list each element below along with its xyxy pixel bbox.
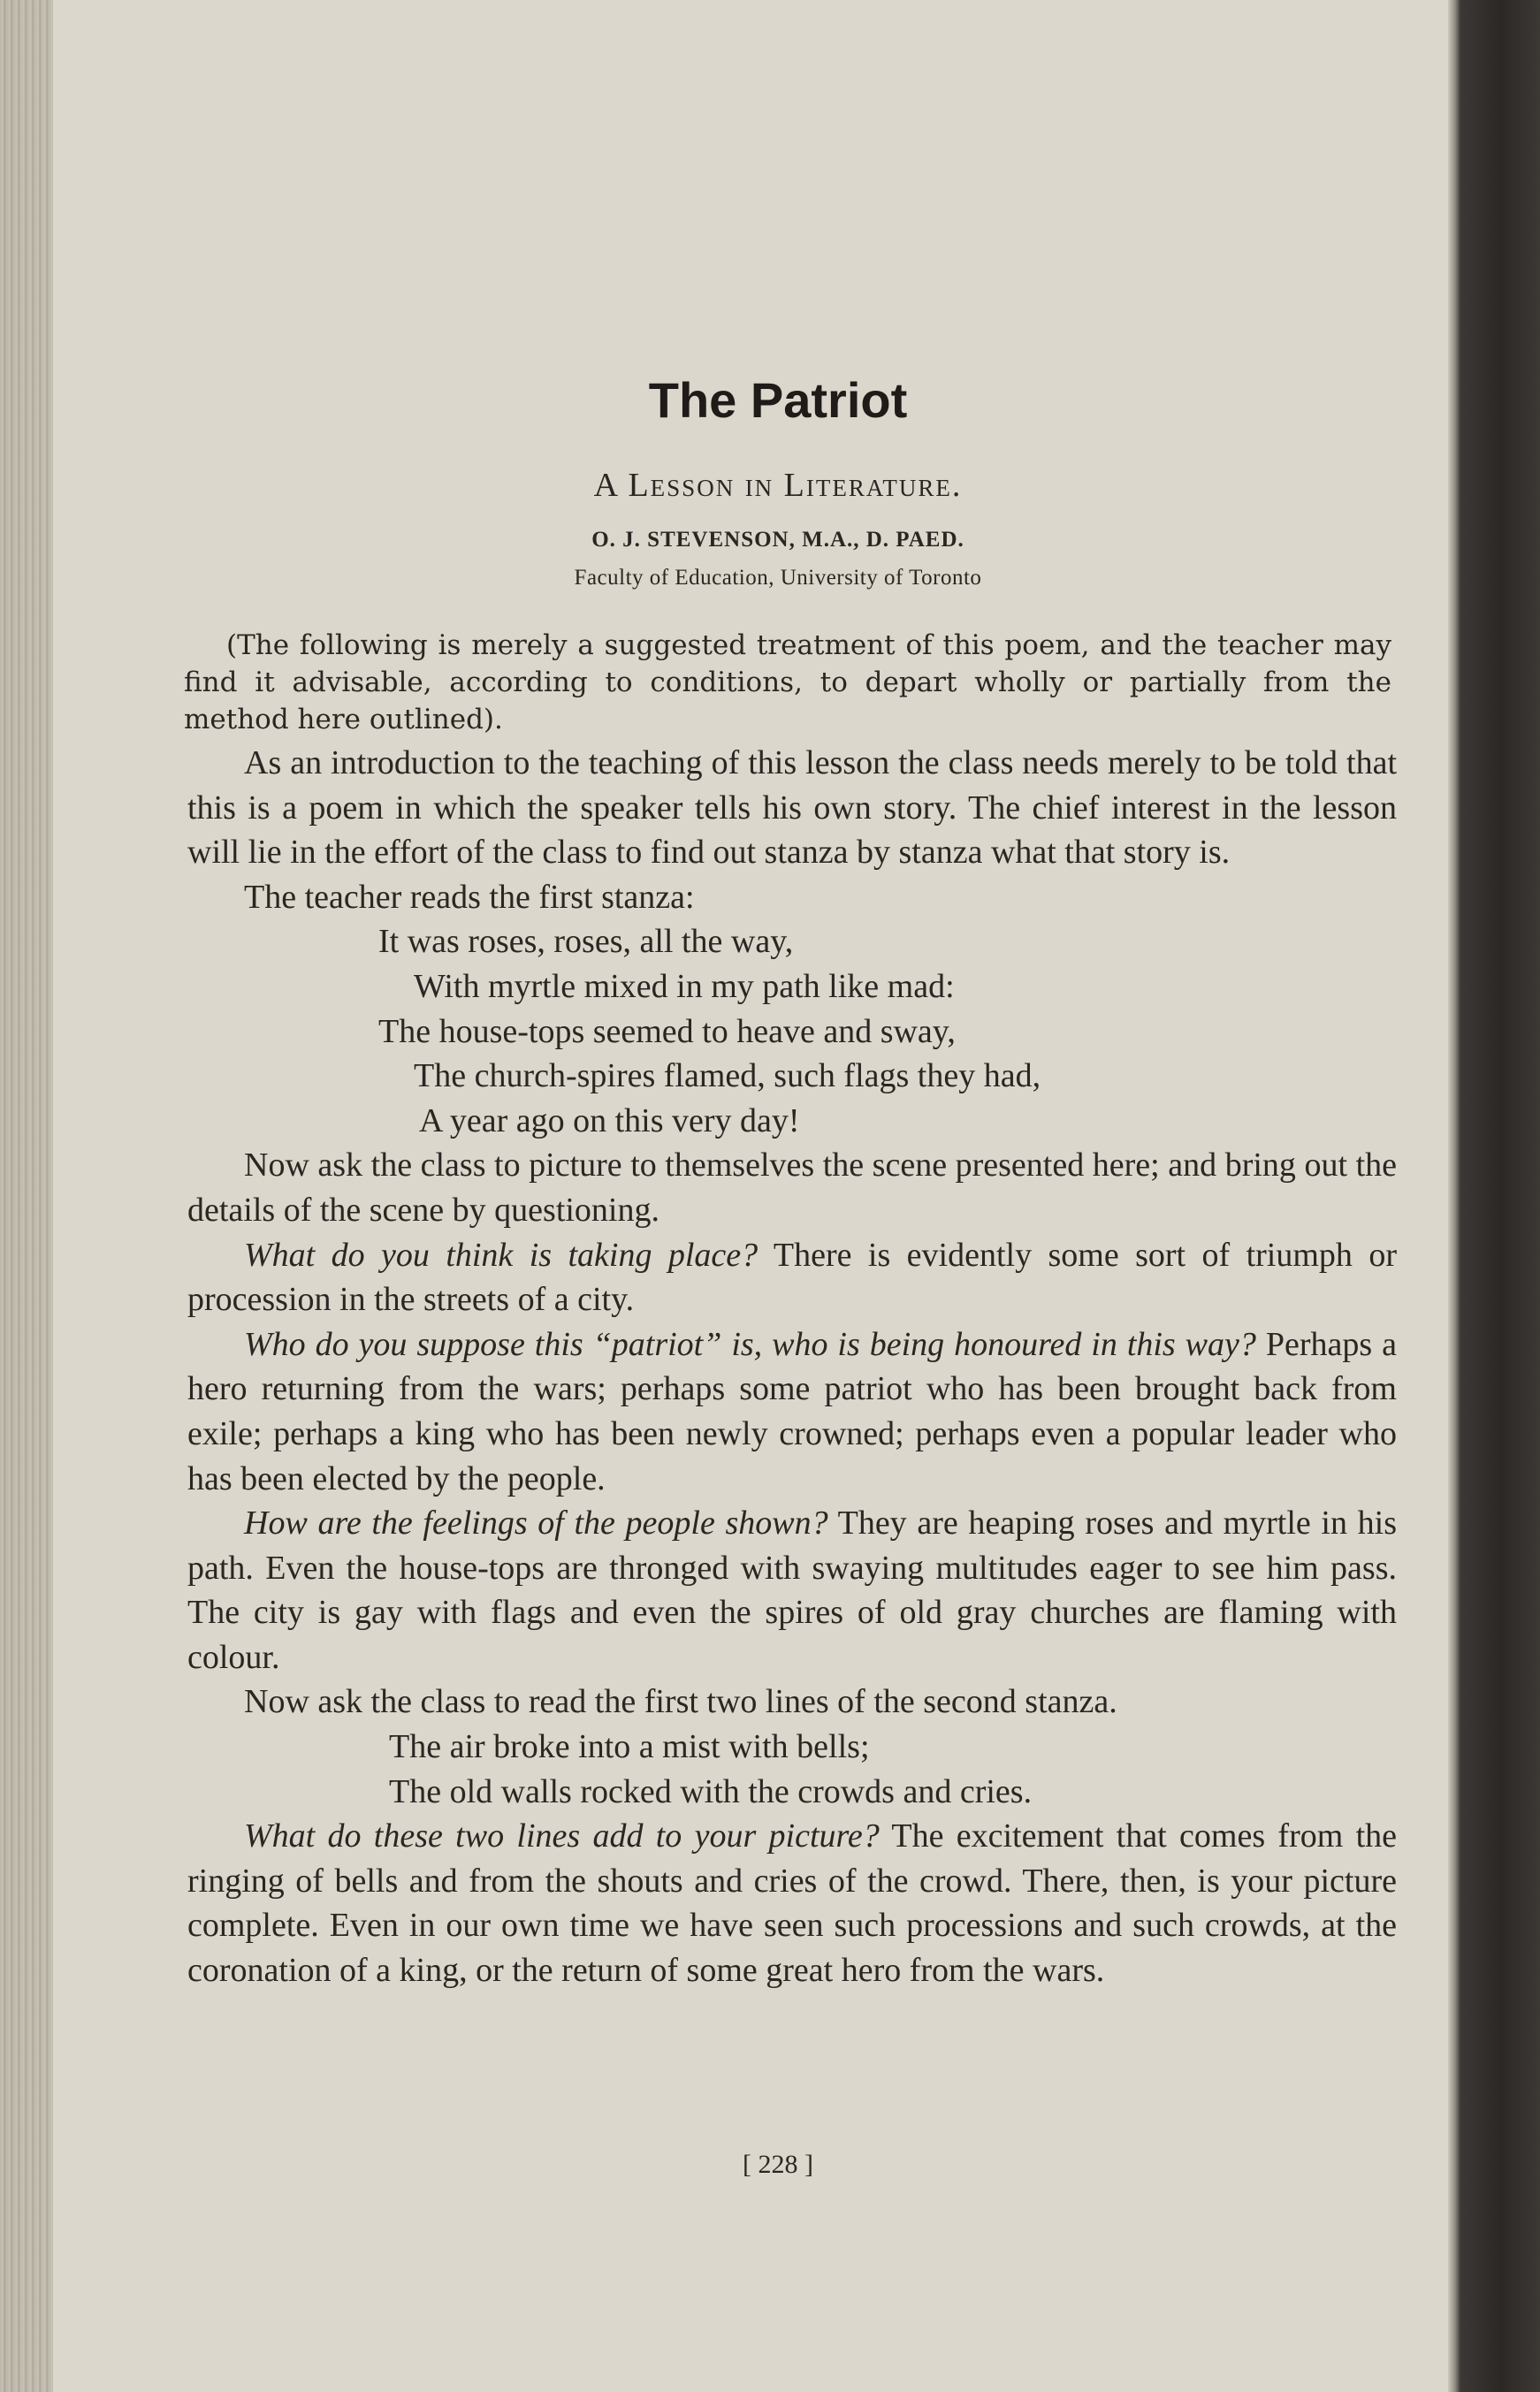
affiliation-line: Faculty of Education, University of Toronto: [574, 566, 982, 590]
article-title: The Patriot: [648, 372, 908, 428]
verse-line: A year ago on this very day!: [419, 1101, 800, 1139]
author-line: O. J. STEVENSON, M.A., D. PAED.: [591, 528, 964, 552]
verse-line: It was roses, roses, all the way,: [378, 923, 794, 961]
page-number: [ 228 ]: [743, 2150, 813, 2179]
book-edge-shadow: [1448, 0, 1540, 2392]
answer-text: There is evidently some sort of triumph or procession in the streets of a city.: [187, 1236, 1397, 1319]
verse-line: The church-spires flamed, such flags they had,: [414, 1057, 1041, 1095]
paragraph-picture-scene: Now ask the class to picture to themselves the scene presented here; and bring out the details of the scene by questioning.: [187, 1146, 1397, 1229]
stanza-two: [187, 1725, 1397, 1814]
article-body: [187, 741, 1397, 1993]
verse-line: The air broke into a mist with bells;: [389, 1728, 870, 1766]
question-text: What do you think is taking place?: [244, 1236, 759, 1274]
verse-line: The house-tops seemed to heave and sway,: [378, 1012, 956, 1050]
subtitle-text: A Lesson in Literature.: [593, 467, 963, 504]
paragraph-question-1: [187, 1233, 1397, 1322]
paragraph-first-stanza-intro: The teacher reads the first stanza:: [244, 878, 695, 916]
editorial-note: (The following is merely a suggested treatment of this poem, and the teacher may find it advisable, according to conditions, to depart wholly or partially from the method here outlined).: [184, 629, 1391, 735]
stanza-one: [187, 919, 1397, 1143]
paragraph-question-3: [187, 1501, 1397, 1680]
paragraph-second-stanza-intro: Now ask the class to read the first two lines of the second stanza.: [244, 1683, 1117, 1721]
book-gutter: [0, 0, 53, 2392]
answer-text: Perhaps a hero returning from the wars; perhaps some patriot who has been brought back from exile; perhaps a king who has been newly crowned; perhaps even a popular leader who has been elected by the people.: [187, 1325, 1397, 1497]
article-subtitle: [0, 466, 1540, 505]
paragraph-question-4: [187, 1814, 1397, 1992]
question-text: Who do you suppose this “patriot” is, who is being honoured in this way?: [244, 1325, 1256, 1363]
verse-line: The old walls rocked with the crowds and cries.: [389, 1772, 1033, 1810]
paragraph-intro: As an introduction to the teaching of this lesson the class needs merely to be told that this is a poem in which the speaker tells his own story. The chief interest in the lesson will lie in the effort of the class to find out stanza by stanza what that story is.: [187, 744, 1397, 872]
paragraph-question-2: [187, 1322, 1397, 1501]
answer-text: They are heaping roses and myrtle in his path. Even the house-tops are thronged with swaying multitudes eager to see him pass. The city is gay with flags and even the spires of old gray churches are flaming with colour.: [187, 1505, 1397, 1676]
answer-text: The excitement that comes from the ringing of bells and from the shouts and cries of the crowd. There, then, is your picture complete. Even in our own time we have seen such processions and such crowds, at the coronation of a king, or the return of some great hero from the wars.: [187, 1817, 1397, 1990]
question-text: What do these two lines add to your picture?: [244, 1817, 880, 1855]
question-text: How are the feelings of the people shown?: [244, 1505, 828, 1543]
verse-line: With myrtle mixed in my path like mad:: [414, 967, 955, 1005]
